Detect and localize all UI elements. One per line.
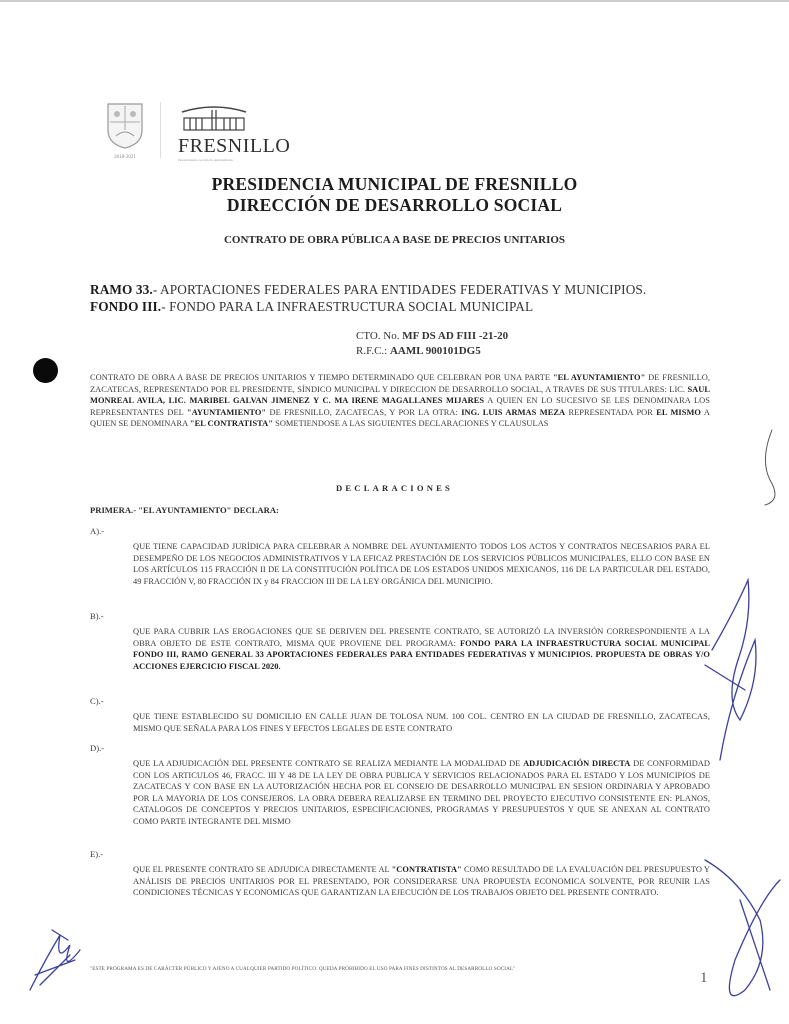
text-segment: SOMETIENDOSE A LAS SIGUIENTES DECLARACIONES Y CLAUSULAS <box>272 419 549 429</box>
bold-text-segment: "AYUNTAMIENTO" <box>186 407 267 417</box>
right-margin-mark <box>765 430 775 505</box>
document-subtitle: CONTRATO DE OBRA PÚBLICA A BASE DE PRECIOS UNITARIOS <box>223 234 566 246</box>
text-segment: DE FRESNILLO, ZACATECAS, REPRESENTADO POR EL PRESIDENTE, SÍNDICO MUNICIPAL Y DIRECCION DE DESARROLLO SOCIAL, A TRAVES DE SUS TITULARES: LIC. <box>90 373 710 394</box>
cto-label: CTO. No. <box>356 330 403 342</box>
text-segment: CONTRATO DE OBRA A BASE DE PRECIOS UNITARIOS Y TIEMPO DETERMINADO QUE CELEBRAN POR UNA PARTE <box>90 373 553 382</box>
text-segment: QUE TIENE CAPACIDAD JURÍDICA PARA CELEBRAR A NOMBRE DEL AYUNTAMIENTO TODOS LOS ACTOS Y CONTRATOS NECESARIOS PARA EL DESEMPEÑO DE LOS NEGOCIOS ADMINISTRATIVOS Y LA EFICAZ PRESTACIÓN DE LOS SERVICIOS PÚBLICOS MUNICIPALES, ELLO CON BASE EN LOS ARTÍCULOS 115 FRACCIÓN II DE LA CONSTITUCIÓN POLÍTICA DE LOS ESTADOS UNIDOS MEXICANOS, 116 DE LA PARTICULAR DEL ESTADO, 49 FRACCIÓN V, 80 FRACCIÓN IX y 84 FRACCION III DE LA LEY ORGÁNICA DEL MUNICIPIO. <box>133 542 710 586</box>
logo-wordmark: FRESNILLO <box>178 135 291 157</box>
text-segment: A QUIEN SE DENOMINARA <box>90 407 710 429</box>
coat-of-arms-icon <box>104 100 146 150</box>
text-segment: DE CONFORMIDAD CON LOS ARTICULOS 46, FRACC. III Y 48 DE LA LEY DE OBRA PUBLICA Y SERVICIOS RELACIONADOS PARA EL ESTADO Y LOS MUNICIPIOS DE ZACATECAS Y CON BASE EN LA AUTORIZACIÓN HECHA POR EL CONSEJO DE DESARROLLO MUNICIPAL EN SESION ORDINARIA Y APROBADO POR LA MAYORIA DE LOS CONSEJEROS. LA OBRA DEBERA REALIZARSE EN TERMINO DEL PROYECTO EJECUTIVO CONSISTENTE EN: PLANOS, CATALOGOS DE CONCEPTOS Y PRECIOS UNITARIOS, ESPECIFICACIONES, PROGRAMAS Y PRESUPUESTOS Y QUE SE ANEXAN AL CONTRATO COMO PARTE INTEGRANTE DEL MISMO <box>133 759 710 826</box>
text-segment: REPRESENTADA POR <box>565 407 657 417</box>
text-segment: QUE PARA CUBRIR LAS EROGACIONES QUE SE DERIVEN DEL PRESENTE CONTRATO, SE AUTORIZÓ LA INVERSIÓN CORRESPONDIENTE A LA OBRA OBJETO DE ESTE CONTRATO, MISMA QUE PROVIENE DEL PROGRAMA: <box>133 627 710 648</box>
logo-tagline: Departamento Acción de Ayuntamiento <box>178 158 234 162</box>
text-segment: QUE LA ADJUDICACIÓN DEL PRESENTE CONTRATO SE REALIZA MEDIANTE LA MODALIDAD DE <box>133 759 524 768</box>
item-c-text <box>133 711 710 734</box>
fresnillo-logo <box>178 104 290 162</box>
rfc <box>356 345 481 357</box>
text-segment: DE FRESNILLO, ZACATECAS, Y POR LA OTRA: <box>266 407 462 417</box>
fondo-line <box>90 299 533 315</box>
contract-number <box>356 330 508 342</box>
bold-text-segment: SAUL MONREAL AVILA, LIC. MARIBEL GALVAN JIMENEZ Y C. MA IRENE MAGALLANES MIJARES <box>90 384 710 406</box>
item-a-label: A).- <box>90 526 105 536</box>
page-number: 1 <box>700 970 708 986</box>
text-segment: A QUIEN EN LO SUCESIVO SE LES DENOMINARA LOS REPRESENTANTES DEL <box>90 396 710 417</box>
title-line-1: PRESIDENCIA MUNICIPAL DE FRESNILLO <box>211 174 578 194</box>
fondo-label: FONDO III. <box>90 299 162 314</box>
bold-text-segment: ING. LUIS ARMAS MEZA <box>461 407 566 417</box>
intro-paragraph <box>90 372 710 430</box>
signature-right-1 <box>705 580 756 760</box>
ramo-label: RAMO 33. <box>90 282 153 297</box>
item-d-label: D).- <box>90 743 105 753</box>
bold-text-segment: "EL AYUNTAMIENTO" <box>552 373 646 382</box>
fondo-text: - FONDO PARA LA INFRAESTRUCTURA SOCIAL MUNICIPAL <box>161 299 534 314</box>
city-skyline-icon <box>178 104 250 132</box>
item-c-label: C).- <box>90 696 104 706</box>
signature-bottom-left <box>30 930 80 990</box>
rfc-value: AAML 900101DG5 <box>389 345 481 357</box>
bold-text-segment: EL MISMO <box>656 407 701 417</box>
logo-divider <box>160 102 161 158</box>
item-d-text <box>133 758 710 828</box>
item-b-label: B).- <box>90 611 104 621</box>
item-b-text <box>133 626 710 672</box>
seal-years: 2018-2021 <box>114 155 136 160</box>
bold-text-segment: "CONTRATISTA" <box>391 865 462 874</box>
title-line-2: DIRECCIÓN DE DESARROLLO SOCIAL <box>226 195 563 215</box>
bold-text-segment: FONDO PARA LA INFRAESTRUCTURA SOCIAL MUNICIPAL FONDO III, RAMO GENERAL 33 APORTACIONES FEDERALES PARA ENTIDADES FEDERATIVAS Y MUNICIPIOS. PROPUESTA DE OBRAS Y/O ACCIONES EJERCICIO FISCAL 2020. <box>133 638 710 671</box>
ramo-line <box>90 282 646 298</box>
ramo-text: - APORTACIONES FEDERALES PARA ENTIDADES FEDERATIVAS Y MUNICIPIOS. <box>152 282 647 297</box>
text-segment: COMO RESULTADO DE LA EVALUACIÓN DEL PRESUPUESTO Y ANÁLISIS DE PRECIOS UNITARIOS POR EL PRESENTADO, POR CONSIDERARSE UNA PROPUESTA ECONOMICA SOLVENTE, POR REUNIR LAS CONDICIONES TÉCNICAS Y ECONOMICAS QUE GARANTIZAN LA EJECUCIÓN DE LOS TRABAJOS OBJETO DEL PRESENTE CONTRATO. <box>133 865 710 898</box>
signature-right-2 <box>705 860 780 996</box>
cto-value: MF DS AD FIII -21-20 <box>402 330 509 342</box>
bold-text-segment: ADJUDICACIÓN DIRECTA <box>523 759 631 768</box>
bold-text-segment: "EL CONTRATISTA" <box>189 419 273 429</box>
item-e-text <box>133 864 710 899</box>
declaraciones-heading: DECLARACIONES <box>335 483 454 493</box>
rfc-label: R.F.C.: <box>356 345 390 357</box>
scan-edge <box>0 0 789 2</box>
punch-hole <box>33 358 58 383</box>
item-e-label: E).- <box>90 849 104 859</box>
text-segment: QUE TIENE ESTABLECIDO SU DOMICILIO EN CALLE JUAN DE TOLOSA NUM. 100 COL. CENTRO EN LA CIUDAD DE FRESNILLO, ZACATECAS, MISMO QUE SEÑALA PARA LOS FINES Y EFECTOS LEGALES DE ESTE CONTRATO <box>133 712 710 733</box>
municipal-seal <box>104 100 146 162</box>
footer-notice: "ESTE PROGRAMA ES DE CARÁCTER PÚBLICO Y AJENO A CUALQUIER PARTIDO POLÍTICO. QUEDA PROHIBIDO EL USO PARA FINES DISTINTOS AL DESARROLLO SOCIAL" <box>90 966 516 972</box>
primera-heading: PRIMERA.- "EL AYUNTAMIENTO" DECLARA: <box>90 505 279 515</box>
text-segment: QUE EL PRESENTE CONTRATO SE ADJUDICA DIRECTAMENTE AL <box>133 865 392 874</box>
item-a-text <box>133 541 710 587</box>
